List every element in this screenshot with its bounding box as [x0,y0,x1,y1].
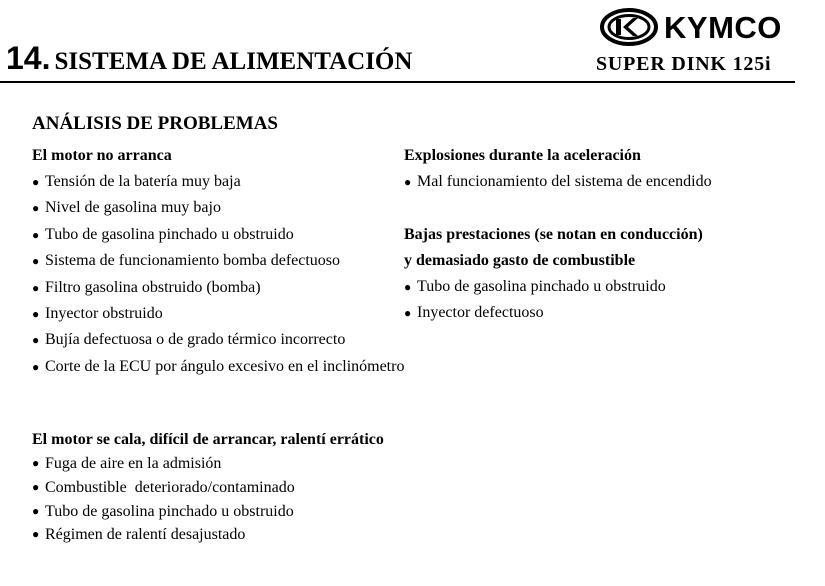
problem-heading-line-1: Bajas prestaciones (se notan en conducción) [404,226,703,243]
kymco-emblem-icon [600,8,658,46]
cause-text: Tubo de gasolina pinchado u obstruido [45,225,294,243]
cause-text: Inyector obstruido [45,304,163,322]
cause-item [32,476,384,500]
bullet-icon: ● [32,175,40,189]
cause-item [32,452,384,476]
bullet-icon: ● [404,280,412,294]
cause-item [32,327,404,353]
cause-text: Inyector defectuoso [417,304,544,322]
cause-item [404,300,703,326]
problem-block-low-performance [404,222,703,327]
cause-item [32,222,404,248]
problem-block-backfire [404,143,712,195]
bullet-icon: ● [32,479,40,494]
brand-name: KYMCO [664,9,782,45]
cause-item [32,275,404,301]
bullet-icon: ● [32,456,40,470]
cause-text: Nivel de gasolina muy bajo [45,199,221,217]
cause-text: Tubo de gasolina pinchado u obstruido [417,278,666,295]
cause-item [404,274,703,300]
model-name: SUPER DINK 125i [596,53,772,75]
problem-block-engine-stalls [32,428,384,547]
bullet-icon: ● [32,306,40,321]
kymco-logo [600,8,782,46]
chapter-name: SISTEMA DE ALIMENTACIÓN [54,48,413,75]
cause-item [32,354,404,380]
bullet-icon: ● [32,201,40,216]
bullet-icon: ● [404,175,412,189]
cause-list [32,452,384,547]
chapter-number: 14. [6,40,51,76]
cause-item [32,301,404,327]
chapter-title [6,42,412,74]
bullet-icon: ● [32,333,40,348]
cause-text: Filtro gasolina obstruido (bomba) [45,278,261,296]
bullet-icon: ● [32,227,40,242]
cause-text: Régimen de ralentí desajustado [45,526,246,544]
bullet-icon: ● [32,280,40,295]
cause-text: Combustible deteriorado/contaminado [45,478,295,496]
cause-text: Tensión de la batería muy baja [45,173,241,190]
section-title: ANÁLISIS DE PROBLEMAS [32,113,278,134]
cause-list [404,169,712,195]
cause-item [404,169,712,195]
bullet-icon: ● [404,306,412,321]
cause-text: Mal funcionamiento del sistema de encendido [417,173,712,190]
bullet-icon: ● [32,359,40,374]
cause-text: Tubo de gasolina pinchado u obstruido [45,502,294,520]
problem-heading: Explosiones durante la aceleración [404,147,641,164]
header-divider [0,81,795,83]
problem-heading: El motor se cala, difícil de arrancar, ralentí errático [32,431,384,448]
cause-item [32,195,404,221]
bullet-icon: ● [32,503,40,518]
cause-text: Bujía defectuosa o de grado térmico incorrecto [45,331,346,349]
cause-text: Corte de la ECU por ángulo excesivo en el inclinómetro [45,357,405,375]
cause-list [32,169,404,380]
cause-item [32,169,404,195]
cause-list [404,274,703,327]
bullet-icon: ● [32,254,40,269]
bullet-icon: ● [32,527,40,542]
problem-heading: El motor no arranca [32,147,172,164]
problem-heading-line-2: y demasiado gasto de combustible [404,252,636,269]
cause-item [32,248,404,274]
cause-item [32,523,384,547]
problem-block-engine-no-start [32,143,404,380]
cause-text: Sistema de funcionamiento bomba defectuoso [45,252,341,270]
cause-text: Fuga de aire en la admisión [45,455,222,472]
cause-item [32,500,384,524]
